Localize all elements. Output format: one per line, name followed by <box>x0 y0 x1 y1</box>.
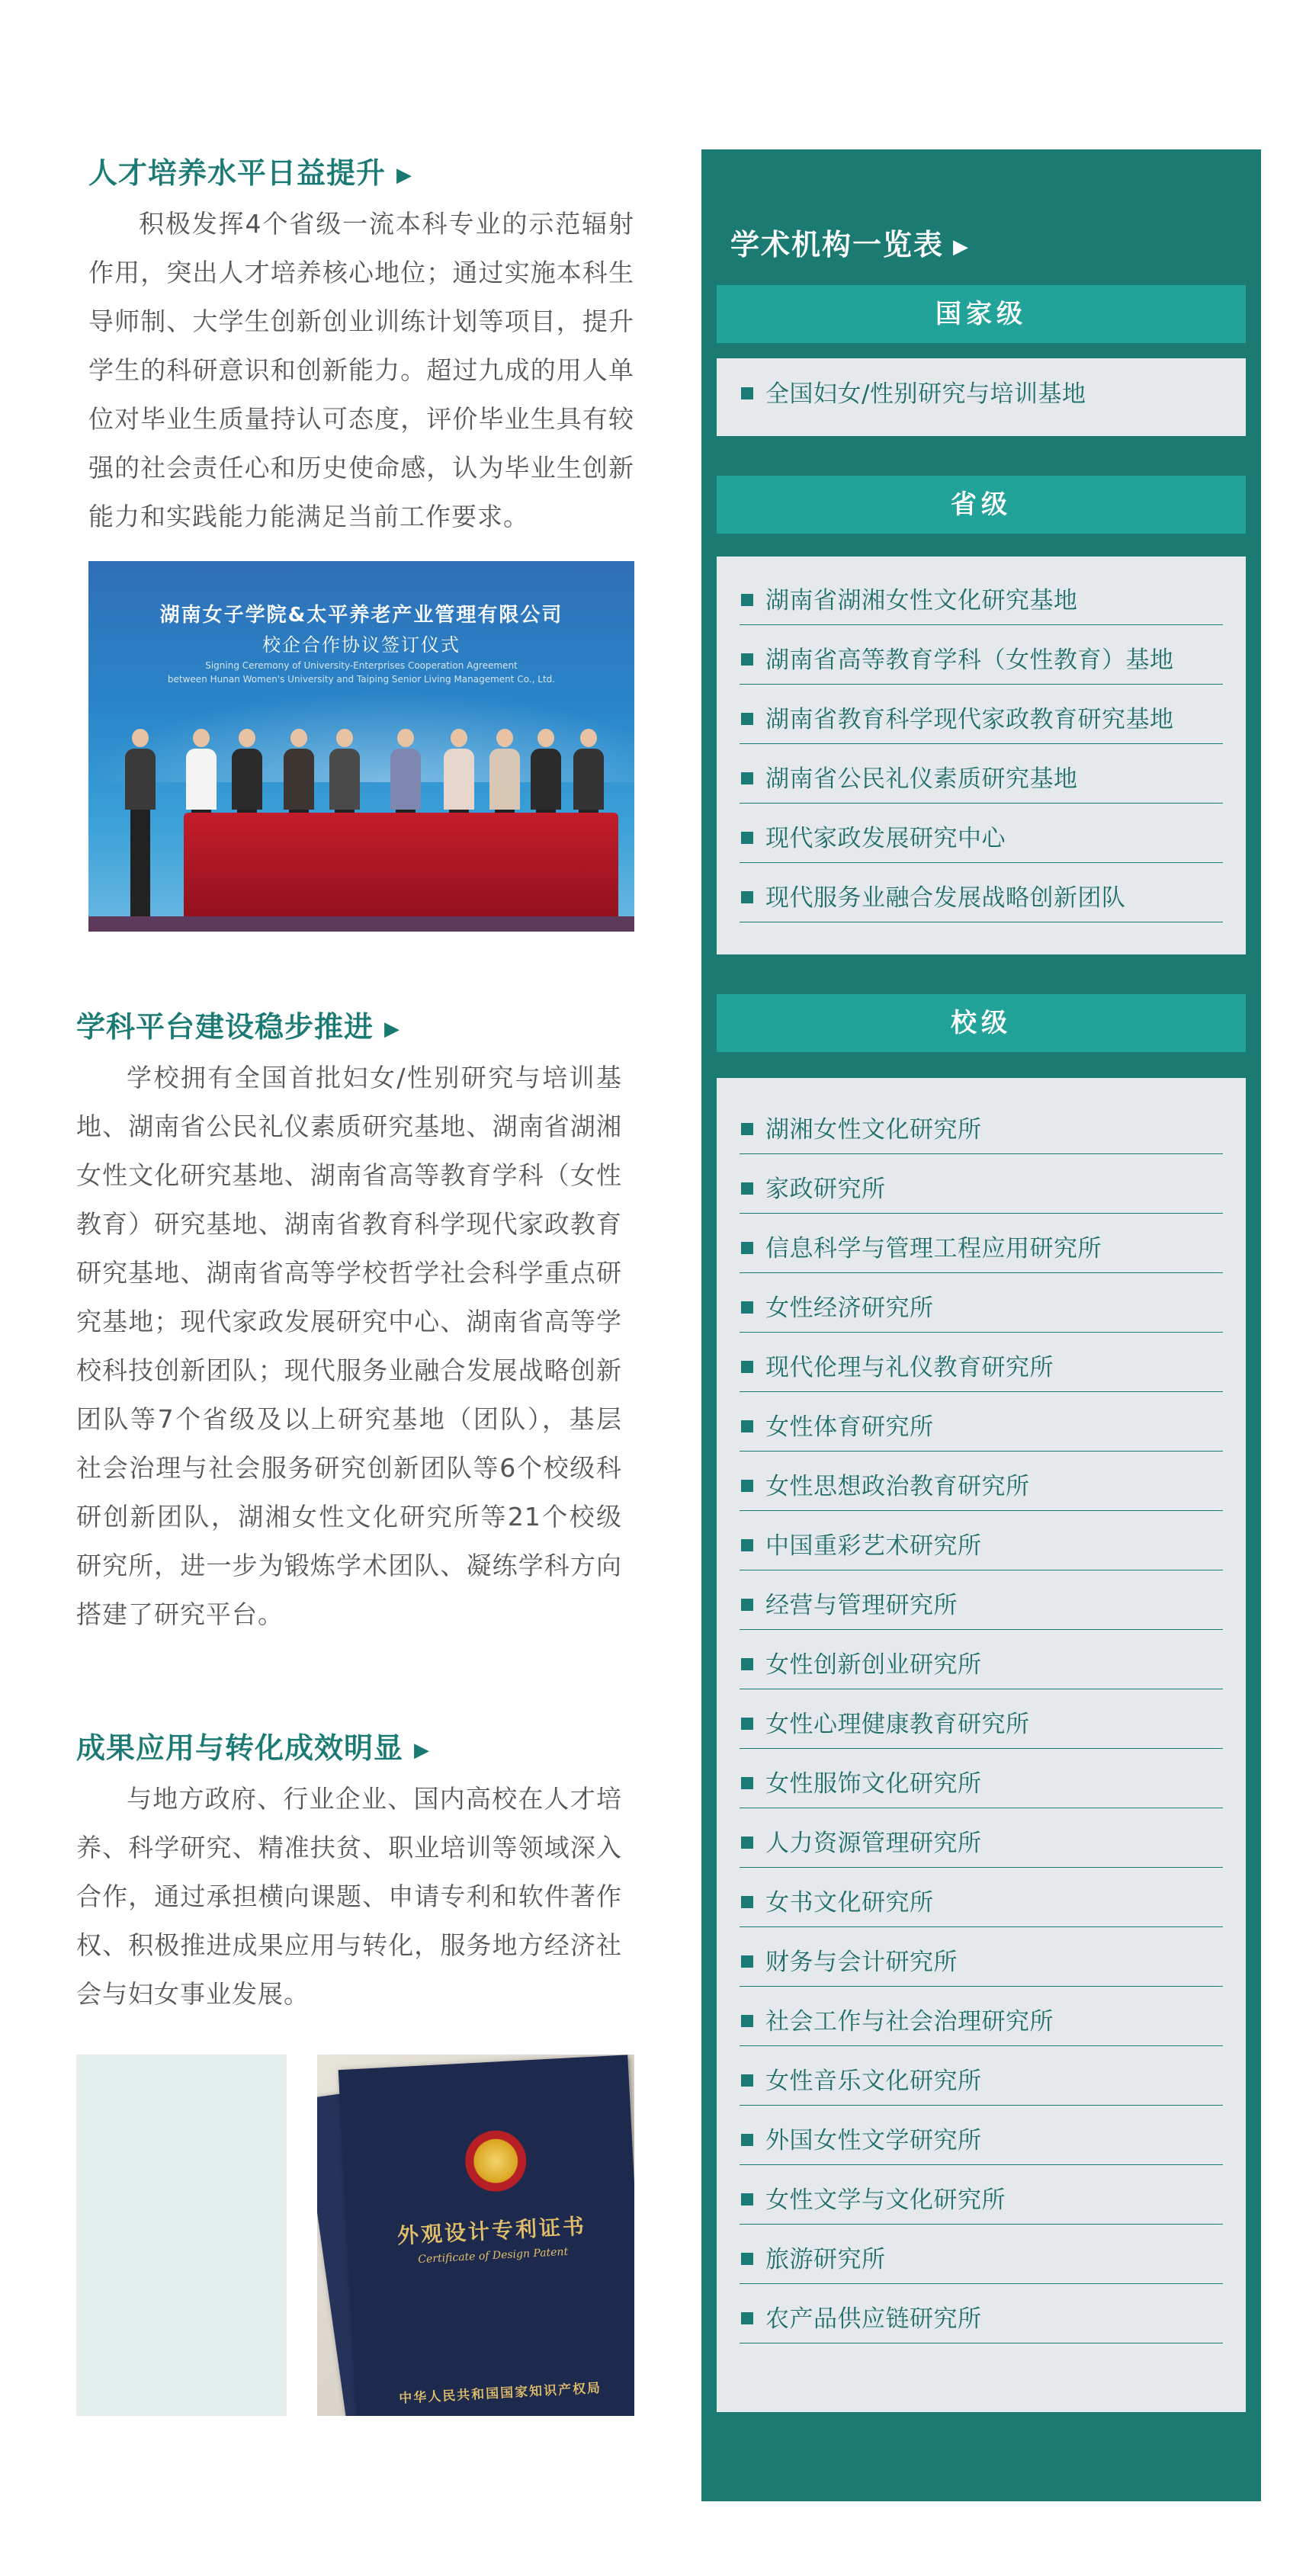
institution-name: 信息科学与管理工程应用研究所 <box>765 1235 1102 1262</box>
certificate-front <box>339 2055 634 2416</box>
square-bullet-icon <box>741 1301 753 1314</box>
institution-name: 现代服务业融合发展战略创新团队 <box>765 884 1126 912</box>
square-bullet-icon <box>741 1599 753 1611</box>
institution-item <box>740 1095 1223 1154</box>
institution-name: 湖南省高等教育学科（女性教育）基地 <box>765 646 1174 674</box>
institution-item <box>740 1392 1223 1452</box>
institution-item <box>740 2165 1223 2225</box>
institution-item <box>740 1630 1223 1689</box>
institution-name: 女性音乐文化研究所 <box>765 2068 982 2095</box>
section-title-platform <box>76 1003 400 1045</box>
provincial-level-header: 省级 <box>717 476 1246 534</box>
section-body-achievement: 与地方政府、行业企业、国内高校在人才培养、科学研究、精准扶贫、职业培训等领域深入合作，通过承担横向课题、申请专利和软件著作权、积极推进成果应用与转化，服务地方经济社会与妇女事业发展。 <box>76 1784 622 2009</box>
certificate-title: 外观设计专利证书 <box>396 2213 587 2249</box>
banner-line-3: Signing Ceremony of University-Enterprises Cooperation Agreement <box>205 660 518 671</box>
panel-title <box>730 221 970 263</box>
institution-item <box>740 2284 1223 2343</box>
square-bullet-icon <box>741 1777 753 1789</box>
institution-item <box>740 2046 1223 2106</box>
triangle-right-icon: ▶ <box>953 235 971 258</box>
institution-name: 经营与管理研究所 <box>765 1592 958 1619</box>
banner-line-1: 湖南女子学院&太平养老产业管理有限公司 <box>159 604 563 627</box>
institution-name: 湖湘女性文化研究所 <box>765 1116 982 1144</box>
institution-item <box>740 1154 1223 1214</box>
square-bullet-icon <box>741 772 753 784</box>
institution-item <box>740 1452 1223 1511</box>
square-bullet-icon <box>741 2134 753 2146</box>
institution-item <box>740 1511 1223 1570</box>
national-level-header: 国家级 <box>717 285 1246 343</box>
institution-name: 女性服饰文化研究所 <box>765 1770 982 1798</box>
institution-item <box>740 744 1223 804</box>
institution-name: 女性经济研究所 <box>765 1294 934 1322</box>
section-title-text: 人才培养水平日益提升 <box>88 156 387 190</box>
institution-item <box>740 1689 1223 1749</box>
institution-name: 人力资源管理研究所 <box>765 1830 982 1857</box>
triangle-right-icon: ▶ <box>384 1017 401 1041</box>
certificate-issuer: 中华人民共和国国家知识产权局 <box>398 2380 602 2407</box>
section-title-text: 学科平台建设稳步推进 <box>76 1010 374 1044</box>
square-bullet-icon <box>741 1361 753 1373</box>
square-bullet-icon <box>741 832 753 844</box>
institution-item <box>740 685 1223 744</box>
institution-item <box>740 2106 1223 2165</box>
institution-item <box>740 1749 1223 1808</box>
institution-name: 女性思想政治教育研究所 <box>765 1473 1030 1500</box>
institution-item <box>740 625 1223 685</box>
square-bullet-icon <box>741 891 753 903</box>
institution-name: 中国重彩艺术研究所 <box>765 1532 982 1560</box>
school-level-list <box>717 1078 1246 2412</box>
banner-line-4: between Hunan Women's University and Taiping Senior Living Management Co., Ltd. <box>167 674 556 685</box>
panel-title-text: 学术机构一览表 <box>730 228 945 261</box>
institution-name: 女性体育研究所 <box>765 1413 934 1441</box>
square-bullet-icon <box>741 2193 753 2205</box>
provincial-level-list <box>717 557 1246 954</box>
academic-institutions-panel <box>701 149 1261 2501</box>
institution-name: 湖南省湖湘女性文化研究基地 <box>765 587 1078 614</box>
signing-table <box>184 813 618 927</box>
decorative-block <box>76 2055 287 2416</box>
section-body-platform: 学校拥有全国首批妇女/性别研究与培训基地、湖南省公民礼仪素质研究基地、湖南省湖湘女性文化研究基地、湖南省高等教育学科（女性教育）研究基地、湖南省教育科学现代家政教育研究基地、湖南省高等学校哲学社会科学重点研究基地；现代家政发展研究中心、湖南省高等学校科技创新团队；现代服务业融合发展战略创新团队等7个省级及以上研究基地（团队），基层社会治理与社会服务研究创新团队等6个校级科研创新团队，湖湘女性文化研究所等21个校级研究所，进一步为锻炼学术团队、凝练学科方向搭建了研究平台。 <box>76 1063 622 1629</box>
institution-item <box>740 1273 1223 1333</box>
institution-name: 女书文化研究所 <box>765 1889 934 1917</box>
institution-item <box>740 2225 1223 2284</box>
institution-name: 外国女性文学研究所 <box>765 2127 982 2154</box>
institution-item <box>740 566 1223 625</box>
institution-item <box>740 804 1223 863</box>
institution-item <box>740 863 1223 922</box>
institution-name: 现代伦理与礼仪教育研究所 <box>765 1354 1054 1381</box>
section-body-talent: 积极发挥4个省级一流本科专业的示范辐射作用，突出人才培养核心地位；通过实施本科生导师制、大学生创新创业训练计划等项目，提升学生的科研意识和创新能力。超过九成的用人单位对毕业生质量持认可态度，评价毕业生具有较强的社会责任心和历史使命感，认为毕业生创新能力和实践能力能满足当前工作要求。 <box>88 209 634 531</box>
section-title-talent <box>88 149 412 191</box>
institution-item <box>740 1987 1223 2046</box>
institution-name: 女性文学与文化研究所 <box>765 2186 1006 2214</box>
square-bullet-icon <box>741 1896 753 1908</box>
square-bullet-icon <box>741 1955 753 1968</box>
square-bullet-icon <box>741 387 753 399</box>
certificate-subtitle: Certificate of Design Patent <box>417 2245 569 2266</box>
triangle-right-icon: ▶ <box>396 163 413 187</box>
square-bullet-icon <box>741 653 753 666</box>
institution-name: 社会工作与社会治理研究所 <box>765 2008 1054 2035</box>
school-level-header: 校级 <box>717 994 1246 1052</box>
square-bullet-icon <box>741 1182 753 1195</box>
institution-name: 湖南省教育科学现代家政教育研究基地 <box>765 706 1174 733</box>
institution-item <box>740 1927 1223 1987</box>
institution-name: 女性创新创业研究所 <box>765 1651 982 1679</box>
triangle-right-icon: ▶ <box>414 1738 431 1762</box>
square-bullet-icon <box>741 2015 753 2027</box>
institution-name: 家政研究所 <box>765 1176 886 1203</box>
square-bullet-icon <box>741 1123 753 1135</box>
institution-name: 旅游研究所 <box>765 2246 886 2273</box>
square-bullet-icon <box>741 1718 753 1730</box>
stage-floor <box>88 916 634 932</box>
square-bullet-icon <box>741 1242 753 1254</box>
institution-item <box>740 1333 1223 1392</box>
square-bullet-icon <box>741 2074 753 2087</box>
institution-item <box>740 1214 1223 1273</box>
national-emblem-icon <box>464 2129 528 2193</box>
institution-name: 现代家政发展研究中心 <box>765 825 1006 852</box>
institution-name: 农产品供应链研究所 <box>765 2305 982 2333</box>
national-level-list <box>717 358 1246 436</box>
institution-item <box>740 1808 1223 1868</box>
institution-item <box>740 1868 1223 1927</box>
square-bullet-icon <box>741 713 753 725</box>
institution-name: 湖南省公民礼仪素质研究基地 <box>765 765 1078 793</box>
institution-item <box>740 358 1223 418</box>
person-figure <box>125 729 156 916</box>
square-bullet-icon <box>741 594 753 606</box>
signing-ceremony-photo <box>88 561 634 932</box>
section-title-text: 成果应用与转化成效明显 <box>76 1731 404 1765</box>
square-bullet-icon <box>741 1658 753 1670</box>
institution-item <box>740 1570 1223 1630</box>
square-bullet-icon <box>741 2253 753 2265</box>
square-bullet-icon <box>741 1837 753 1849</box>
institution-name: 财务与会计研究所 <box>765 1949 958 1976</box>
square-bullet-icon <box>741 1539 753 1551</box>
square-bullet-icon <box>741 1420 753 1432</box>
section-title-achievement <box>76 1724 430 1766</box>
banner-line-2: 校企合作协议签订仪式 <box>262 634 460 656</box>
patent-certificate-photo <box>317 2055 634 2416</box>
square-bullet-icon <box>741 2312 753 2324</box>
institution-name: 女性心理健康教育研究所 <box>765 1711 1030 1738</box>
institution-name: 全国妇女/性别研究与培训基地 <box>765 380 1086 408</box>
square-bullet-icon <box>741 1480 753 1492</box>
